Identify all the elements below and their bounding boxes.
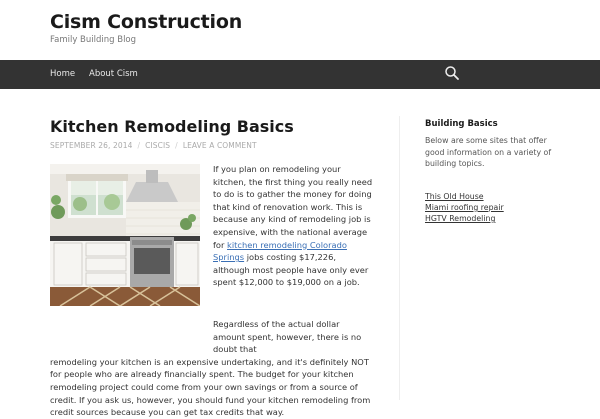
- widget-text: Below are some sites that offer good information on a variety of building topics.: [425, 136, 552, 169]
- nav-item-about[interactable]: About Cism: [89, 69, 138, 79]
- meta-separator: /: [137, 141, 141, 150]
- main-nav: [0, 60, 600, 89]
- site-header: [0, 0, 600, 60]
- site-tagline: Family Building Blog: [50, 35, 137, 45]
- post-paragraph-2: [50, 318, 374, 419]
- link-this-old-house[interactable]: This Old House: [425, 192, 484, 201]
- paragraph-text: If you plan on remodeling your kitchen, the first thing you really need to do is to gather the money for doing that kind of renovation work. This is because any kind of remodeling job is expensive, with the national average for: [213, 164, 373, 250]
- paragraph-text: jobs costing $17,226, although most people have only ever spent $12,000 to $19,000 on a job.: [213, 252, 369, 288]
- post-date[interactable]: SEPTEMBER 26, 2014: [50, 141, 133, 150]
- site-title[interactable]: Cism Construction: [50, 11, 243, 33]
- leave-comment-link[interactable]: LEAVE A COMMENT: [182, 141, 257, 150]
- paragraph-text: Regardless of the actual dollar amount spent, however, there is no doubt that: [213, 319, 362, 355]
- link-list: [425, 191, 575, 224]
- search-icon[interactable]: [444, 65, 460, 81]
- widget-title: Building Basics: [425, 119, 498, 129]
- kitchen-remodeling-link[interactable]: kitchen remodeling Colorado Springs: [213, 239, 347, 263]
- post-paragraph-1: [213, 163, 373, 289]
- link-hgtv-remodeling[interactable]: HGTV Remodeling: [425, 214, 496, 223]
- paragraph-text: remodeling your kitchen is an expensive undertaking, and it's definitely NOT for people who are already financially spent. The budget for your kitchen remodeling project could come from your own savings or from a source of credit. If you ask us, however, you should fund your kitchen remodeling from credit sources because you can get tax credits that way.: [50, 356, 371, 418]
- sidebar-divider: [399, 116, 400, 400]
- meta-separator: /: [175, 141, 178, 150]
- post-title[interactable]: Kitchen Remodeling Basics: [50, 117, 294, 136]
- nav-item-home[interactable]: Home: [50, 69, 76, 79]
- link-miami-roofing-repair[interactable]: Miami roofing repair: [425, 203, 504, 212]
- kitchen-photo: [50, 164, 200, 306]
- post-author[interactable]: CISCIS: [145, 141, 171, 150]
- post-meta: [50, 141, 257, 150]
- main-content: [50, 89, 373, 418]
